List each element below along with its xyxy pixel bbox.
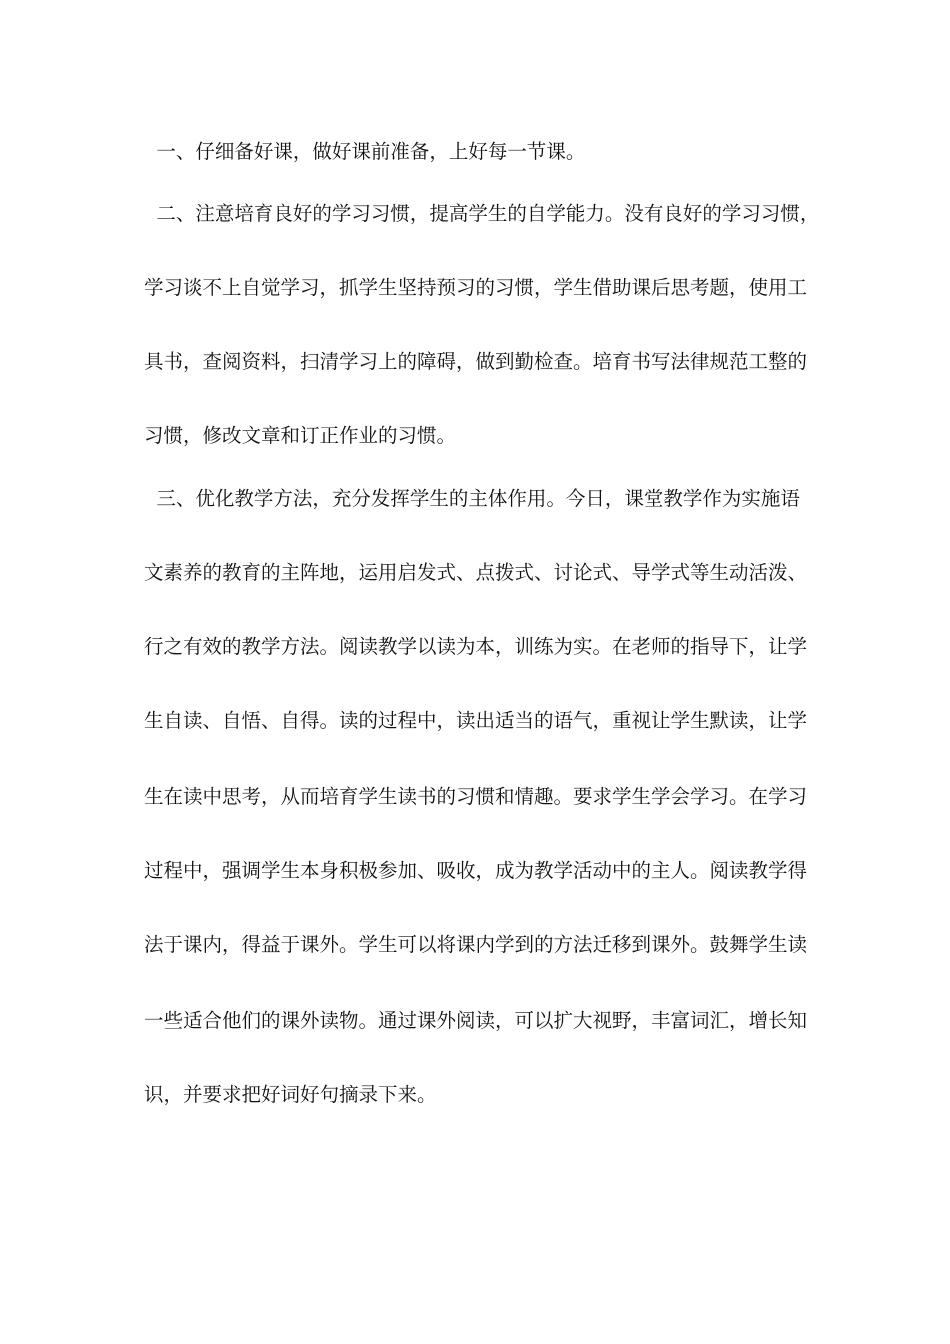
paragraph-3-line-2: 文素养的教育的主阵地，运用启发式、点拨式、讨论式、导学式等生动活泼、 [144,561,808,584]
paragraph-3-line-4: 生自读、自悟、自得。读的过程中，读出适当的语气，重视让学生默读，让学 [144,709,808,732]
paragraph-3-line-1: 三、优化教学方法，充分发挥学生的主体作用。今日，课堂教学作为实施语 [144,487,800,510]
paragraph-3-line-7: 法于课内，得益于课外。学生可以将课内学到的方法迁移到课外。鼓舞学生读 [144,933,808,956]
paragraph-2-line-3: 具书，查阅资料，扫清学习上的障碍，做到勤检查。培育书写法律规范工整的 [144,350,808,373]
paragraph-2-line-4: 习惯，修改文章和订正作业的习惯。 [144,424,457,447]
paragraph-3-line-8: 一些适合他们的课外读物。通过课外阅读，可以扩大视野，丰富词汇，增长知 [144,1009,808,1032]
paragraph-2-line-2: 学习谈不上自觉学习，抓学生坚持预习的习惯，学生借助课后思考题，使用工 [144,276,808,299]
paragraph-1-line-1: 一、仔细备好课，做好课前准备，上好每一节课。 [144,140,586,163]
paragraph-2-line-1: 二、注意培育良好的学习习惯，提高学生的自学能力。没有良好的学习习惯， [144,202,820,225]
paragraph-3-line-9: 识，并要求把好词好句摘录下来。 [144,1083,437,1106]
paragraph-3-line-3: 行之有效的教学方法。阅读教学以读为本，训练为实。在老师的指导下，让学 [144,635,808,658]
paragraph-3-line-6: 过程中，强调学生本身积极参加、吸收，成为教学活动中的主人。阅读教学得 [144,859,808,882]
paragraph-3-line-5: 生在读中思考，从而培育学生读书的习惯和情趣。要求学生学会学习。在学习 [144,785,808,808]
